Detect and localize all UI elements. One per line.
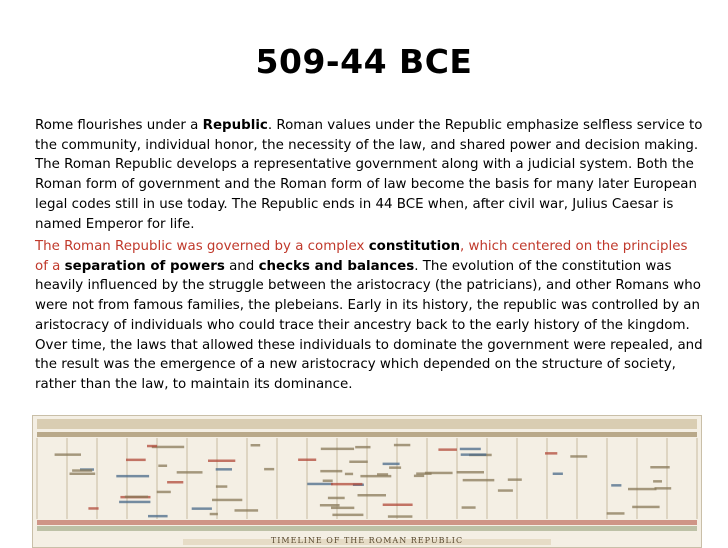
slide-title: 509-44 BCE [255,42,473,81]
p2-bold-checks-and-balances: checks and balances [258,258,415,274]
p1-text-before: Rome flourishes under a [35,118,203,133]
timeline-caption: TIMELINE OF THE ROMAN REPUBLIC [270,536,464,545]
paragraph-constitution [35,237,703,395]
p2-bold-constitution: constitution [368,239,460,254]
timeline-image [32,415,702,548]
p2-red-text-2: , which centered on the principles of a [35,239,688,274]
p2-red-text-1: The Roman Republic was governed by a complex [35,239,369,254]
p1-text-after: . Roman values under the Republic emphasize selfless service to the community, individual honor, the necessity of the law, and shared power and decision making. The Roman Republic develops a representative government along with a judicial system. Both the Roman form of government and the Roman form of law become the basis for many later European legal codes still in use today. The Republic ends in 44 BCE when, after civil war, Julius Caesar is named Emperor for life. [35,118,703,232]
paragraph-republic-intro [35,116,703,234]
p2-text-and: and [224,258,259,274]
p2-bold-separation-of-powers: separation of powers [64,258,225,274]
p2-text-rest: . The evolution of the constitution was heavily influenced by the struggle between the aristocracy (the patricians), and other Romans who were not from famous families, the plebeians. Early in its history, the republic was controlled by an aristocracy of individuals who could trace their ancestry back to the early history of the kingdom. Over time, the laws that allowed these individuals to dominate the government were repealed, and the result was the emergence of a new aristocracy which depended on the structure of society, rather than the law, to maintain its dominance. [35,258,703,392]
timeline-graphic [33,416,701,547]
p1-bold-republic: Republic [202,118,268,133]
